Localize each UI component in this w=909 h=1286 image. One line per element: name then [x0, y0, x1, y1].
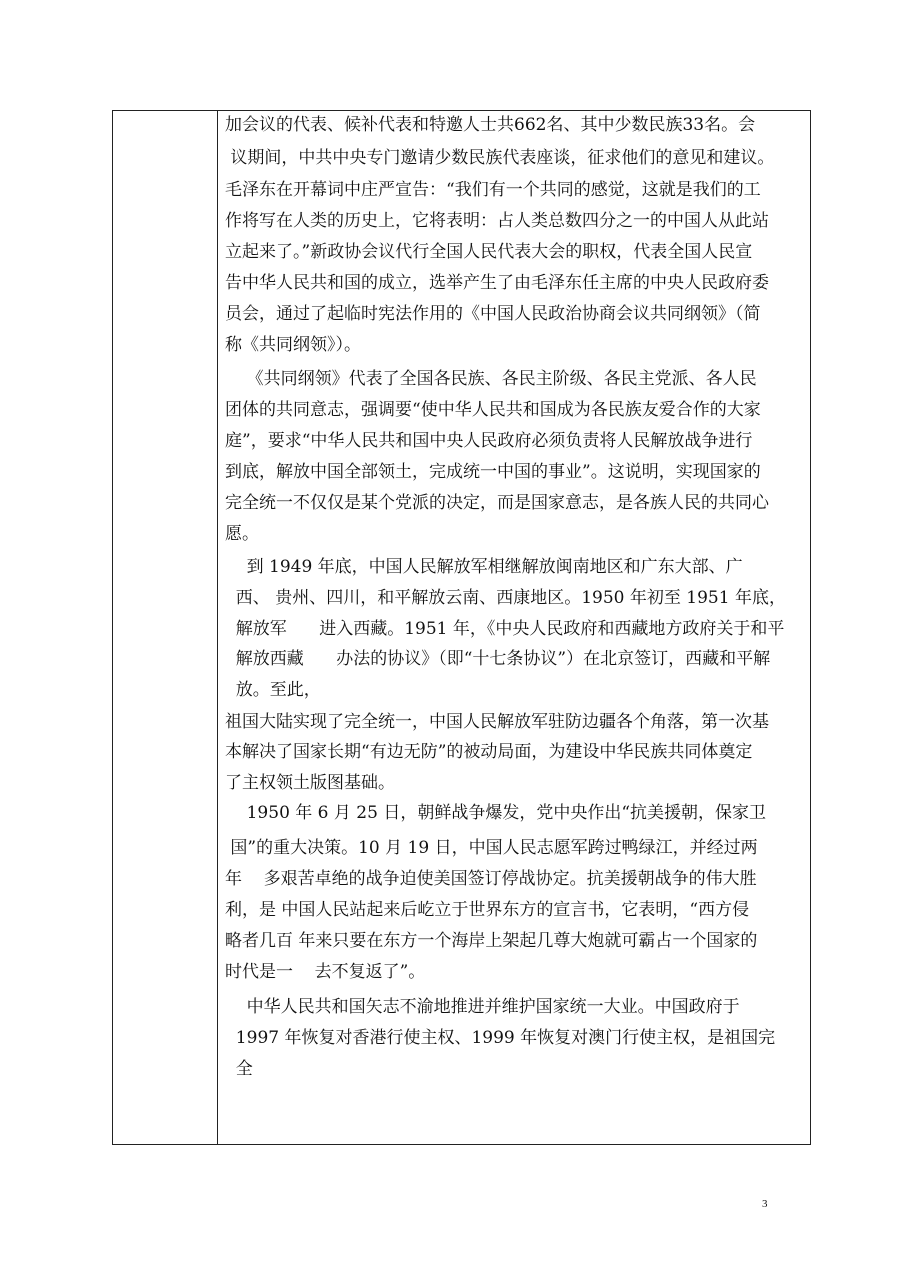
text-line: 到底，解放中国全部领土，完成统一中国的事业”。这说明，实现国家的 [225, 462, 761, 482]
text-line: 议期间，中共中央专门邀请少数民族代表座谈，征求他们的意见和建议。 [225, 148, 775, 168]
text-line: 完全统一不仅仅是某个党派的决定，而是国家意志，是各族人民的共同心 [225, 493, 769, 513]
text-line: 愿。 [225, 524, 259, 544]
text-line: 解放军 进入西藏。1951 年，《中央人民政府和西藏地方政府关于和平 [225, 619, 785, 639]
text-line: 年 多艰苦卓绝的战争迫使美国签订停战协定。抗美援朝战争的伟大胜 [225, 869, 757, 889]
text-line: 团体的共同意志，强调要“使中华人民共和国成为各民族友爱合作的大家 [225, 400, 761, 420]
text-line: 国”的重大决策。10 月 19 日，中国人民志愿军跨过鸭绿江，并经过两 [225, 838, 758, 858]
text-line: 庭”，要求“中华人民共和国中央人民政府必须负责将人民解放战争进行 [225, 431, 753, 451]
text-line: 西、 贵州、四川，和平解放云南、西康地区。1950 年初至 1951 年底， [225, 588, 786, 608]
content-table [112, 110, 811, 1145]
text-line: 立起来了。”新政协会议代行全国人民代表大会的职权，代表全国人民宣 [225, 242, 753, 262]
text-line: 1997 年恢复对香港行使主权、1999 年恢复对澳门行使主权，是祖国完 [225, 1028, 776, 1048]
page-number: 3 [762, 1198, 768, 1210]
text-line: 毛泽东在开幕词中庄严宣告：“我们有一个共同的感觉，这就是我们的工 [225, 180, 761, 200]
text-line: 全 [225, 1059, 253, 1079]
text-line: 本解决了国家长期“有边无防”的被动局面，为建设中华民族共同体奠定 [225, 742, 753, 762]
text-line: 告中华人民共和国的成立，选举产生了由毛泽东任主席的中央人民政府委 [225, 273, 769, 293]
text-line: 解放西藏 办法的协议》（即“十七条协议”）在北京签订，西藏和平解 [225, 649, 771, 669]
column-divider [217, 111, 218, 1144]
text-line: 作将写在人类的历史上，它将表明：占人类总数四分之一的中国人从此站 [225, 211, 769, 231]
text-line: 时代是一 去不复返了”。 [225, 962, 426, 982]
text-line: 了主权领土版图基础。 [225, 773, 395, 793]
text-line: 略者几百 年来只要在东方一个海岸上架起几尊大炮就可霸占一个国家的 [225, 931, 758, 951]
text-line: 利，是 中国人民站起来后屹立于世界东方的宣言书，它表明，“西方侵 [225, 900, 750, 920]
text-line: 祖国大陆实现了完全统一，中国人民解放军驻防边疆各个角落，第一次基 [225, 712, 769, 732]
text-line: 员会，通过了起临时宪法作用的《中国人民政治协商会议共同纲领》（简 [225, 304, 761, 324]
text-line: 1950 年 6 月 25 日，朝鲜战争爆发，党中央作出“抗美援朝，保家卫 [225, 803, 767, 823]
text-line: 加会议的代表、候补代表和特邀人士共662名、其中少数民族33名。会 [225, 115, 756, 135]
text-line: 称《共同纲领》）。 [225, 335, 361, 355]
text-line: 放。至此， [225, 680, 321, 700]
text-line: 中华人民共和国矢志不渝地推进并维护国家统一大业。中国政府于 [225, 997, 740, 1017]
text-line: 到 1949 年底，中国人民解放军相继解放闽南地区和广东大部、广 [225, 557, 743, 577]
text-line: 《共同纲领》代表了全国各民族、各民主阶级、各民主党派、各人民 [225, 369, 757, 389]
